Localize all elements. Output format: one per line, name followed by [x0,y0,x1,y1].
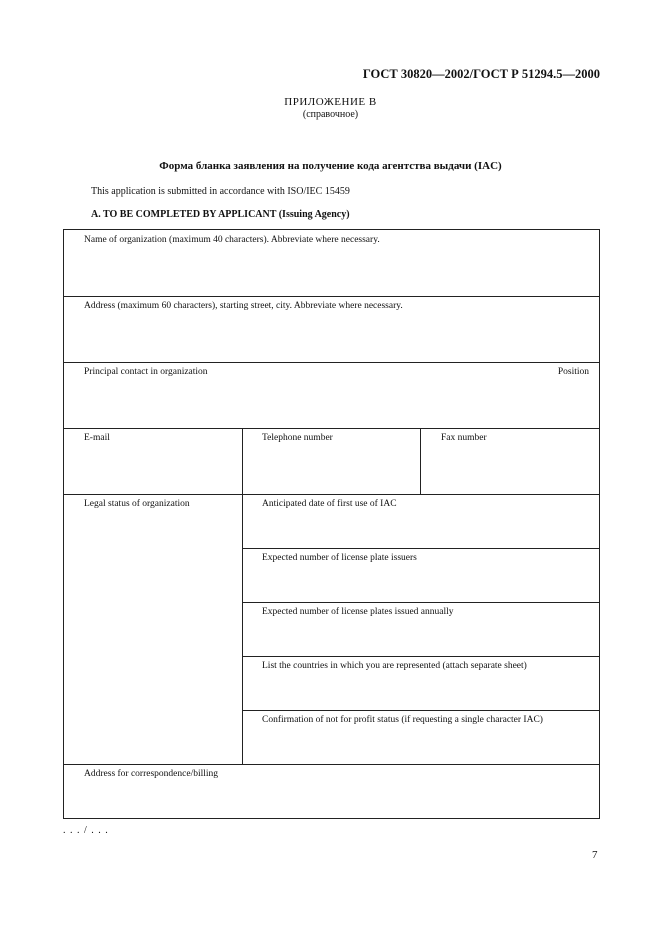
fax-field[interactable]: Fax number [441,433,487,443]
correspondence-field[interactable]: Address for correspondence/billing [84,769,219,779]
section-heading: A. TO BE COMPLETED BY APPLICANT (Issuing Agency) [91,209,350,220]
appendix-subtitle: (справочное) [302,109,359,120]
row-divider [242,548,599,549]
row-divider [242,602,599,603]
continuation-mark: . . . / . . . [63,825,109,836]
row-divider [64,494,599,495]
page-number: 7 [592,849,598,861]
telephone-field[interactable]: Telephone number [262,433,333,443]
legal-status-field[interactable]: Legal status of organization [84,499,190,509]
org-name-field[interactable]: Name of organization (maximum 40 characters). Abbreviate where necessary. [84,235,380,245]
intro-text: This application is submitted in accordance with ISO/IEC 15459 [91,186,350,197]
row-divider [64,428,599,429]
contact-field[interactable]: Principal contact in organization [84,367,208,377]
confirmation-field[interactable]: Confirmation of not for profit status (if requesting a single character IAC) [262,715,543,725]
appendix-title: ПРИЛОЖЕНИЕ В [284,96,377,108]
application-form [63,229,600,819]
expected-plates-field[interactable]: Expected number of license plates issued annually [262,607,454,617]
row-divider [64,362,599,363]
column-divider [242,428,243,764]
row-divider [64,764,599,765]
form-title: Форма бланка заявления на получение кода агентства выдачи (IAC) [159,160,502,172]
column-divider [420,428,421,494]
position-field[interactable]: Position [557,367,589,377]
email-field[interactable]: E-mail [84,433,110,443]
row-divider [242,710,599,711]
anticipated-date-field[interactable]: Anticipated date of first use of IAC [262,499,397,509]
row-divider [242,656,599,657]
expected-issuers-field[interactable]: Expected number of license plate issuers [262,553,417,563]
row-divider [64,296,599,297]
countries-field[interactable]: List the countries in which you are represented (attach separate sheet) [262,661,527,671]
address-field[interactable]: Address (maximum 60 characters), starting street, city. Abbreviate where necessary. [84,301,403,311]
document-header: ГОСТ 30820—2002/ГОСТ Р 51294.5—2000 [362,67,600,81]
